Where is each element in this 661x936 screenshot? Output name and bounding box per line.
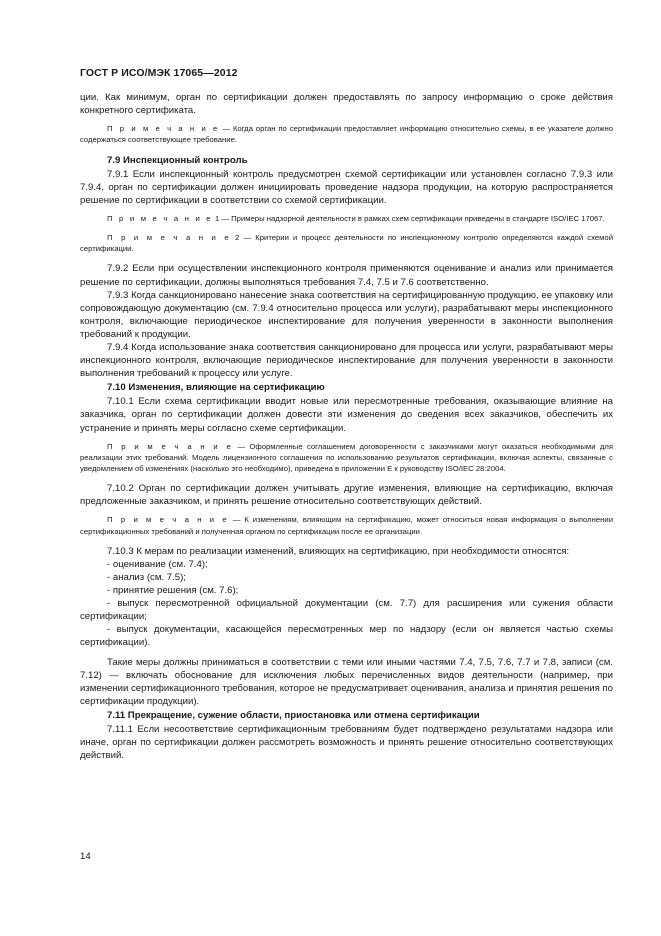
list-item: - оценивание (см. 7.4);	[107, 558, 208, 570]
paragraph: 7.10.2 Орган по сертификации должен учитывать другие изменения, влияющие на сертификацию, включая предложенные заказчиком, и принять решение относительно соответствующих действий.	[80, 483, 613, 508]
list-item: - анализ (см. 7.5);	[107, 572, 186, 583]
document-body	[80, 91, 613, 762]
paragraph: 7.9.2 Если при осуществлении инспекционного контроля применяются оценивание и анализ или принимается решение по сертификации, должны выполняться требования 7.4, 7.5 и 7.6 соответственно.	[80, 263, 613, 288]
note	[80, 441, 613, 475]
list-item: - выпуск пересмотренной официальной документации (см. 7.7) для расширения или сужения области сертификации;	[80, 598, 613, 623]
note-label: П р и м е ч а н и е	[107, 213, 213, 223]
section-heading: 7.11 Прекращение, сужение области, приостановка или отмена сертификации	[107, 709, 480, 721]
list-item: - принятие решения (см. 7.6);	[107, 585, 239, 597]
paragraph: 7.10.3 К мерам по реализации изменений, влияющих на сертификацию, при необходимости относятся:	[107, 545, 570, 557]
note-text: — К изменениям, влияющим на сертификацию, может относиться новая информация о выполнении сертификационных требований и полученная органом по сертификации после ее организации.	[80, 515, 613, 536]
note-label: П р и м е ч а н и е	[107, 515, 229, 525]
paragraph: Такие меры должны приниматься в соответствии с теми или иными частями 7.4, 7.5, 7.6, 7.7 и 7.8, записи (см. 7.12) — включать обоснование для исключения любых перечисленных видов деятельности (например, при изменении сертификационного требования, которое не предусматривает оценивания, анализа и принятия решения по сертификации продукции).	[80, 656, 614, 707]
paragraph: 7.9.3 Когда санкционировано нанесение знака соответствия на сертифицированную продукцию, ее упаковку или сопровождающую документацию (см. 7.9.4 относительно процесса или услуги), разрабатывают меры инспекционного контроля, включающие периодическое инспектирование для получения уверенности в законности выполнения требований к продукции.	[80, 289, 613, 340]
note-label: П р и м е ч а н и е	[107, 124, 220, 134]
section-heading: 7.9 Инспекционный контроль	[107, 154, 248, 166]
document-header: ГОСТ Р ИСО/МЭК 17065—2012	[80, 67, 238, 79]
paragraph: 7.9.1 Если инспекционный контроль предусмотрен схемой сертификации или установлен согласно 7.9.3 или 7.9.4, орган по сертификации должен инициировать проведение надзора продукции, на которую распространяется решение по сертификации в соответствии со схемой сертификации.	[80, 168, 613, 206]
note-text: 2 — Критерии и процесс деятельности по инспекционному контролю определяются каждой схемой сертификации.	[80, 233, 614, 254]
note-text: — Когда орган по сертификации предоставляет информацию относительно схемы, в ее указателе должно содержаться соответствующее требование.	[80, 124, 613, 145]
note-label: П р и м е ч а н и е	[107, 441, 233, 451]
page-number: 14	[80, 851, 91, 862]
note-text: 1 — Примеры надзорной деятельности в рамках схем сертификации приведены в стандарте ISO/IEC 17067.	[212, 213, 605, 223]
list-item: - выпуск документации, касающейся пересмотренных мер по надзору (если он является частью схемы сертификации).	[80, 624, 613, 649]
note	[80, 232, 613, 254]
paragraph: 7.10.1 Если схема сертификации вводит новые или пересмотренные требования, оказывающие влияние на заказчика, орган по сертификации должен довести эти изменения до сведения всех заказчиков, обеспечить их устранение и принять меры согласно схеме сертификации.	[80, 396, 613, 434]
paragraph: 7.11.1 Если несоответствие сертификационным требованиям будет подтверждено результатами надзора или иначе, орган по сертификации должен рассмотреть возможность и принять решение относительно соответствующих действий.	[80, 723, 613, 762]
note-label: П р и м е ч а н и е	[107, 233, 231, 243]
note-text: — Оформленные соглашением договоренности с заказчиками могут оказаться необходимыми для реализации этих требований. Модель лицензионного соглашения по использованию результатов сертификации, включая аспекты, связанные с уведомлением об изменениях (насколько это необходимо), приведена в приложении Е к руководству ISO/IEC 28:2004.	[80, 441, 613, 474]
note	[80, 514, 613, 536]
paragraph: ции. Как минимум, орган по сертификации должен предоставлять по запросу информацию о сроке действия конкретного сертификата.	[80, 92, 613, 117]
note	[80, 213, 613, 224]
section-heading: 7.10 Изменения, влияющие на сертификацию	[107, 382, 325, 394]
note	[80, 123, 613, 145]
paragraph: 7.9.4 Когда использование знака соответствия санкционировано для процесса или услуги, разрабатывают меры инспекционного контроля, включающие периодическое инспектирование для получения уверенности в законности выполнения требований к процессу или услуге.	[80, 342, 613, 380]
